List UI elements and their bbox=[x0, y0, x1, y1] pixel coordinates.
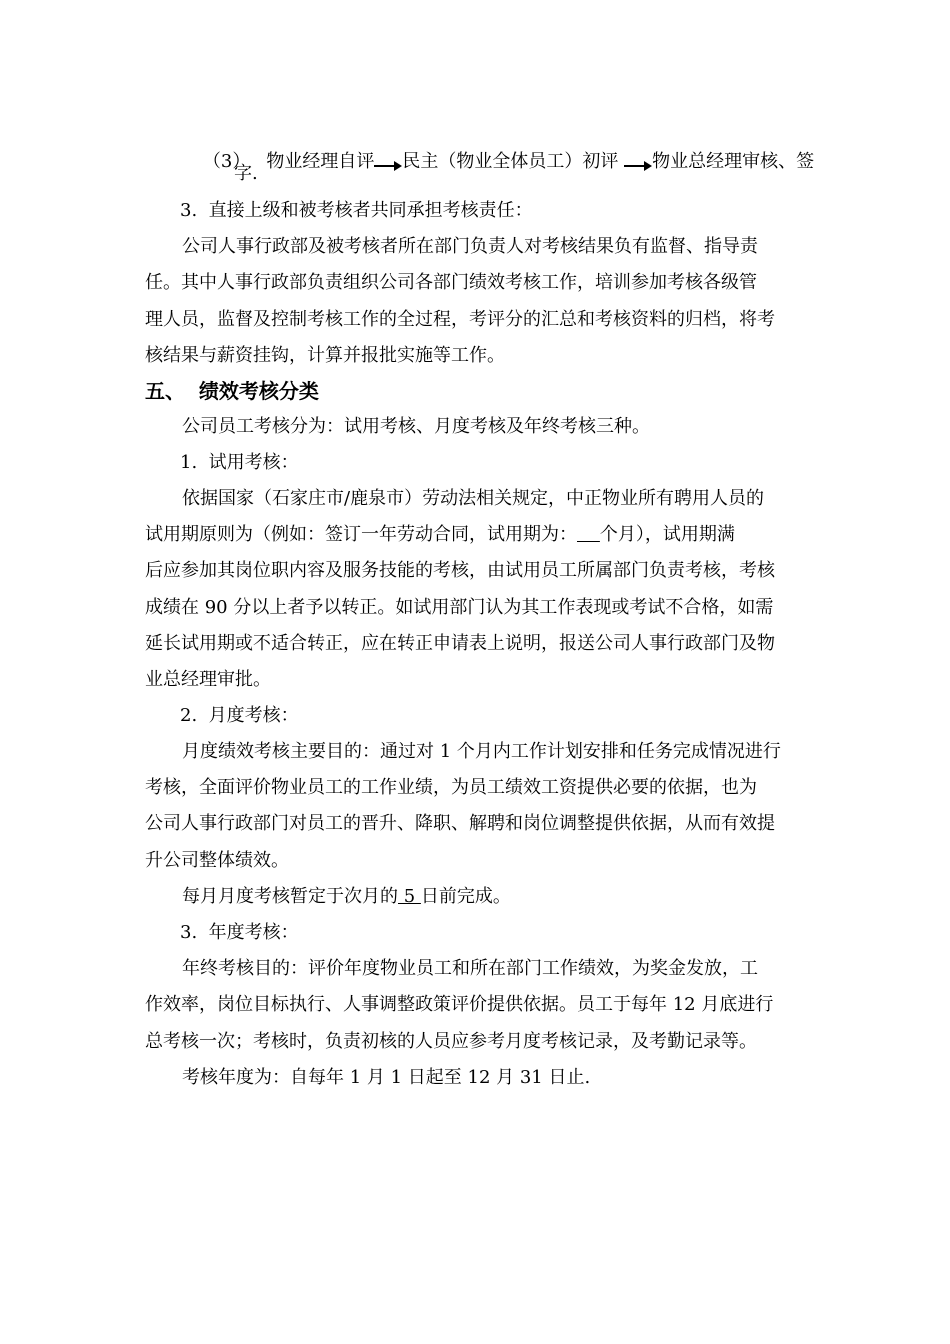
responsibility-text-line: 核结果与薪资挂钩，计算并报批实施等工作。 bbox=[145, 345, 505, 366]
section-heading: 五、 绩效考核分类 bbox=[145, 379, 319, 403]
responsibility-title: 3. 直接上级和被考核者共同承担考核责任： bbox=[180, 200, 533, 221]
trial-text-line bbox=[145, 523, 735, 547]
annual-text-line: 年终考核目的：评价年度物业员工和所在部门工作绩效，为奖金发放，工 bbox=[182, 958, 758, 979]
responsibility-text-line: 公司人事行政部及被考核者所在部门负责人对考核结果负有监督、指导责 bbox=[182, 236, 758, 257]
trial-text-line: 成绩在 90 分以上者予以转正。如试用部门认为其工作表现或考试不合格，如需 bbox=[145, 597, 774, 618]
annual-text-line: 总考核一次；考核时，负责初核的人员应参考月度考核记录，及考勤记录等。 bbox=[145, 1031, 757, 1052]
arrow-right-icon bbox=[374, 150, 402, 174]
monthly-deadline bbox=[182, 885, 511, 909]
arrow-right-icon bbox=[624, 150, 652, 174]
annual-assessment-title: 3. 年度考核： bbox=[180, 922, 299, 943]
monthly-text-line: 公司人事行政部门对员工的晋升、降职、解聘和岗位调整提供依据，从而有效提 bbox=[145, 813, 775, 834]
trial-assessment-title: 1. 试用考核： bbox=[180, 452, 299, 473]
manager-review-step: 物业总经理审核、签 bbox=[652, 151, 815, 172]
monthly-text-line: 考核，全面评价物业员工的工作业绩，为员工绩效工资提供必要的依据，也为 bbox=[145, 777, 757, 798]
monthly-text-line: 升公司整体绩效。 bbox=[145, 850, 289, 871]
blank-months-field bbox=[577, 524, 600, 545]
trial-text-line: 依据国家（石家庄市/鹿泉市）劳动法相关规定，中正物业所有聘用人员的 bbox=[182, 488, 765, 509]
deadline-text-segment: 每月月度考核暂定于次月的 bbox=[182, 886, 398, 907]
responsibility-text-line: 理人员，监督及控制考核工作的全过程，考评分的汇总和考核资料的归档，将考 bbox=[145, 309, 775, 330]
process-flow-item-3 bbox=[180, 126, 814, 198]
annual-text-line: 作效率，岗位目标执行、人事调整政策评价提供依据。员工于每年 12 月底进行 bbox=[145, 994, 774, 1015]
trial-text-segment: 个月），试用期满 bbox=[599, 524, 735, 545]
peer-evaluation-step: 民主（物业全体员工）初评 bbox=[402, 151, 625, 172]
process-flow-continuation: 字. bbox=[234, 163, 258, 184]
self-evaluation-step: 物业经理自评 bbox=[266, 151, 375, 172]
trial-text-segment: 试用期原则为（例如：签订一年劳动合同，试用期为： bbox=[145, 524, 577, 545]
classification-intro: 公司员工考核分为：试用考核、月度考核及年终考核三种。 bbox=[182, 416, 650, 437]
assessment-period: 考核年度为：自每年 1 月 1 日起至 12 月 31 日止. bbox=[182, 1067, 591, 1088]
trial-text-line: 业总经理审批。 bbox=[145, 669, 271, 690]
responsibility-text-line: 任。其中人事行政部负责组织公司各部门绩效考核工作，培训参加考核各级管 bbox=[145, 272, 757, 293]
item-number: （3） bbox=[202, 151, 251, 172]
trial-text-line: 后应参加其岗位职内容及服务技能的考核，由试用员工所属部门负责考核，考核 bbox=[145, 560, 775, 581]
trial-text-line: 延长试用期或不适合转正，应在转正申请表上说明，报送公司人事行政部门及物 bbox=[145, 633, 775, 654]
monthly-text-line: 月度绩效考核主要目的：通过对 1 个月内工作计划安排和任务完成情况进行 bbox=[182, 741, 781, 762]
deadline-day-value: 5 bbox=[398, 886, 421, 907]
deadline-text-segment: 日前完成。 bbox=[420, 886, 511, 907]
monthly-assessment-title: 2. 月度考核： bbox=[180, 705, 299, 726]
